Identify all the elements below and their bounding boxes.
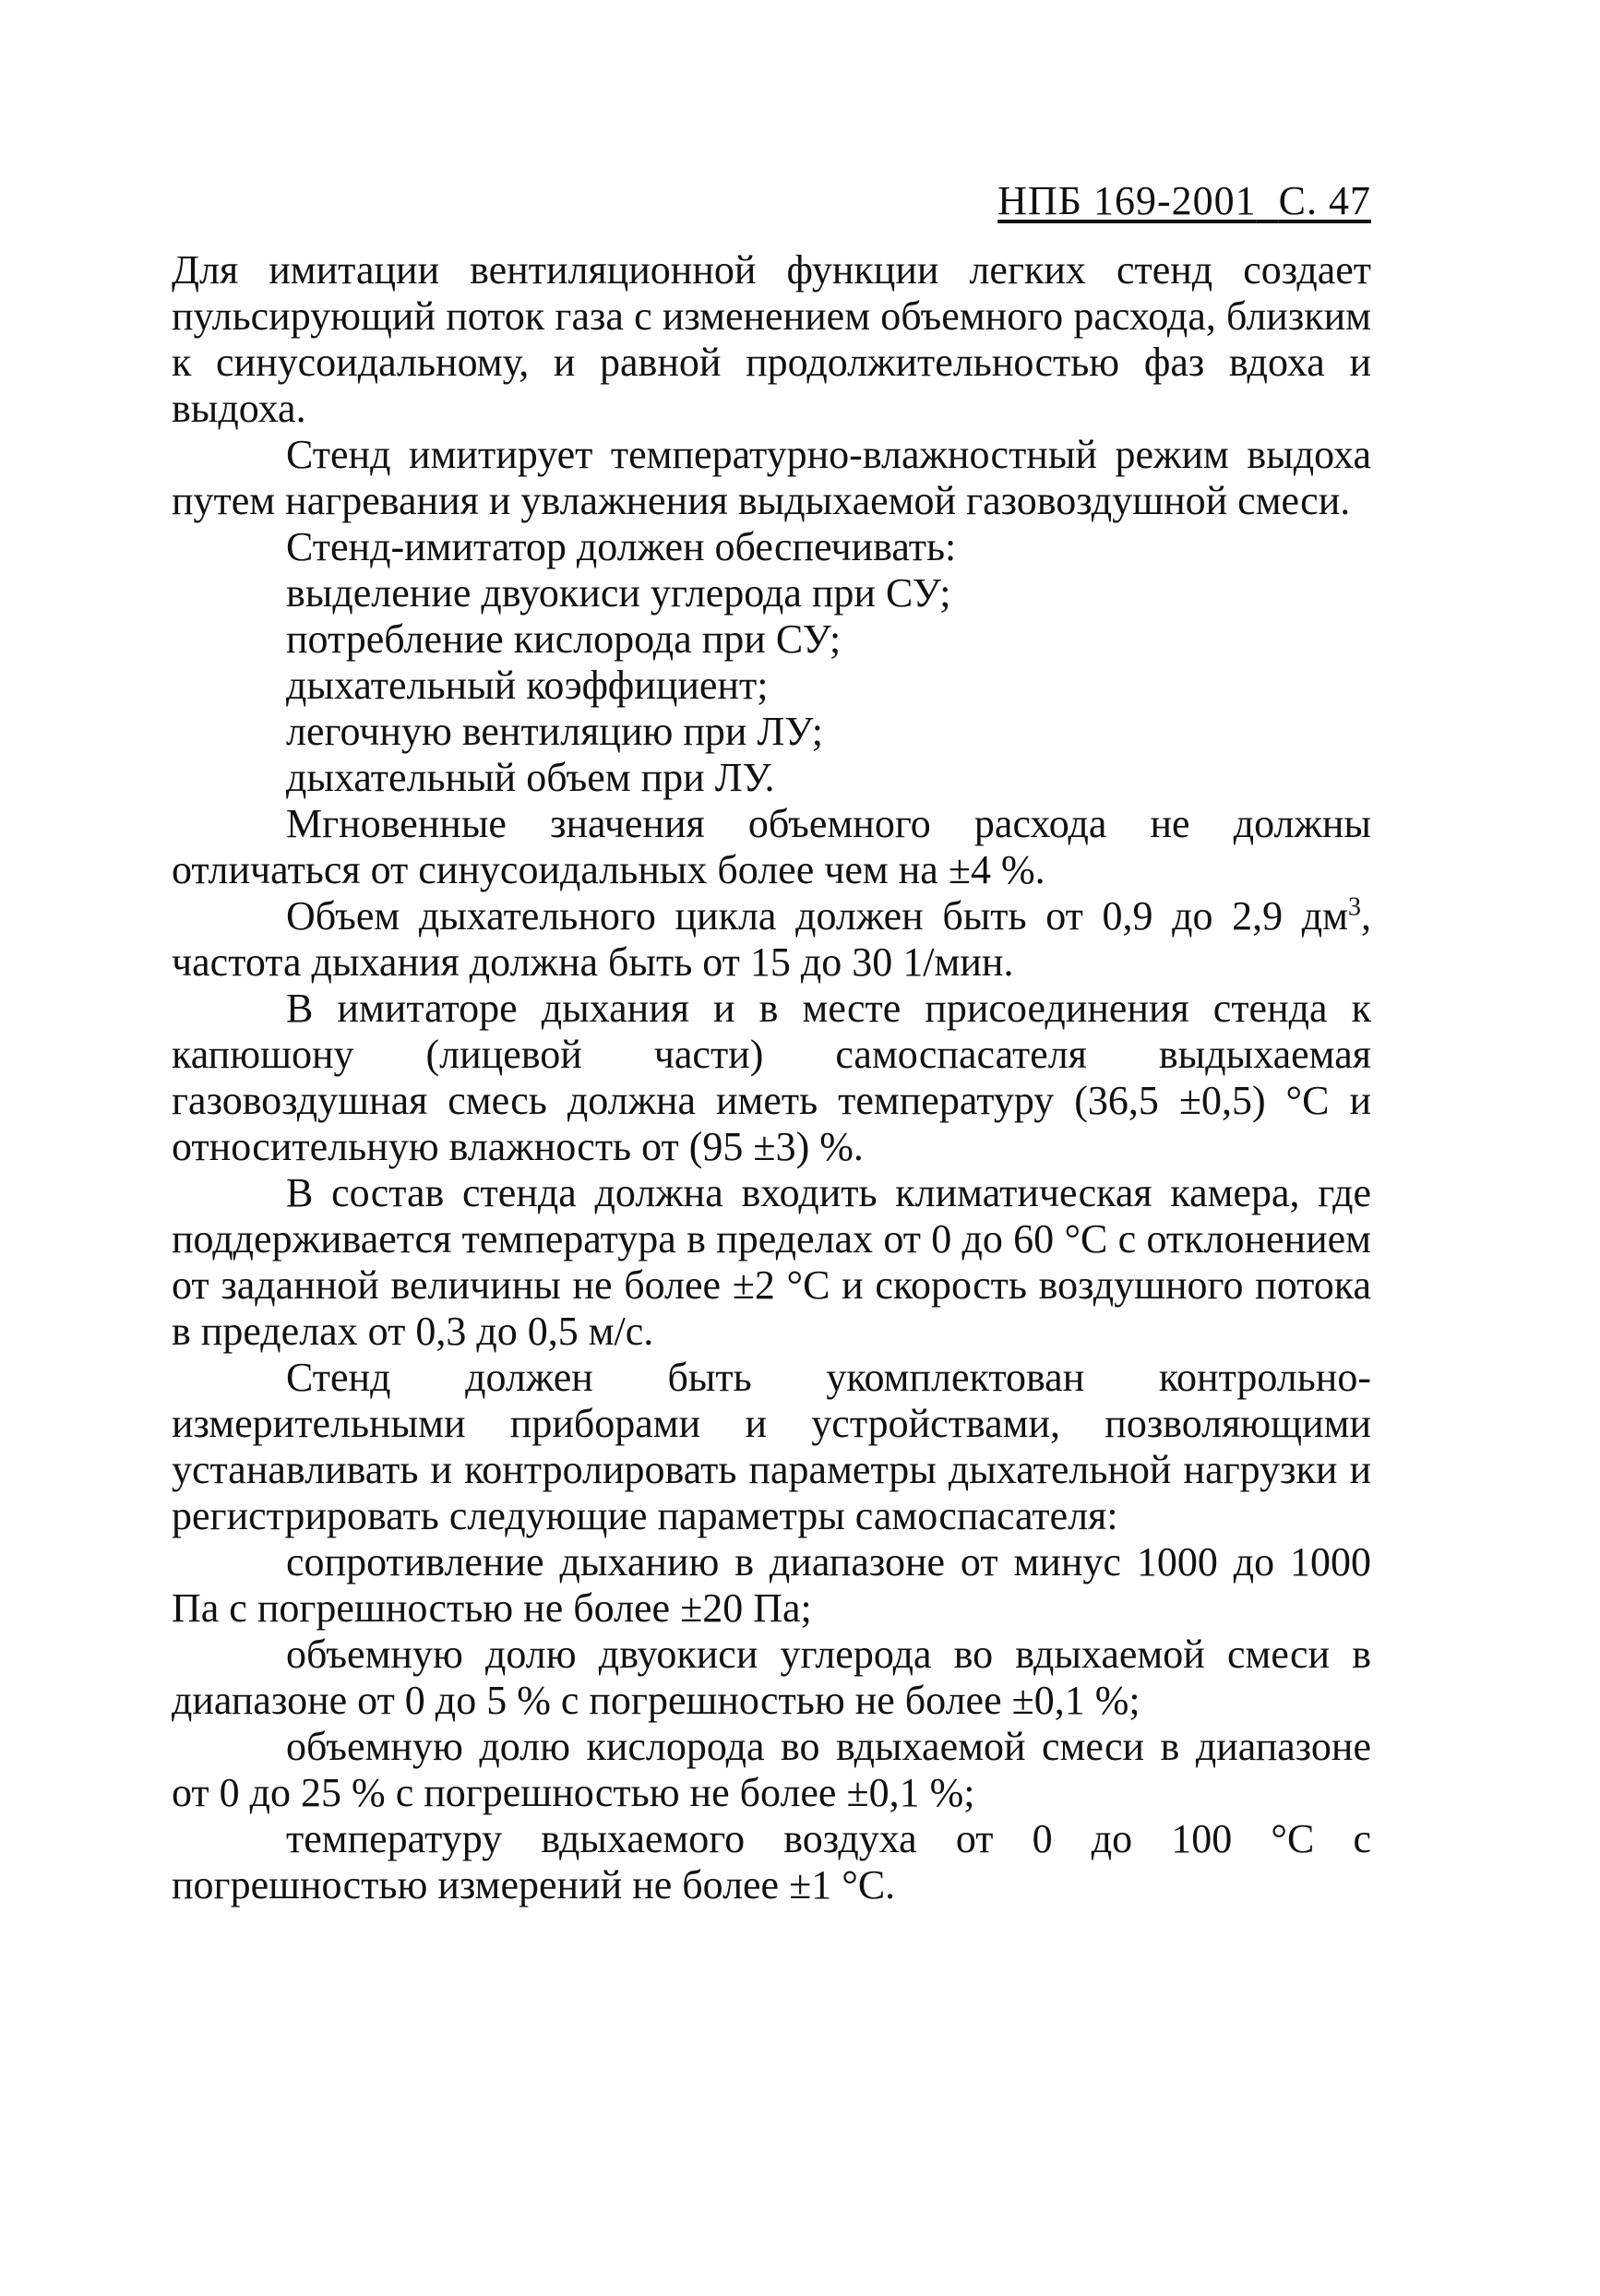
superscript-exponent: 3 (1348, 892, 1361, 922)
paragraph-flow-deviation: Мгновенные значения объемного расхода не должны отличаться от синусоидальных более чем на ±4 %. (172, 801, 1371, 892)
breathing-cycle-text: Объем дыхательного цикла должен быть от 0,9 до 2,9 дм (286, 893, 1348, 939)
list-item: дыхательный объем при ЛУ. (286, 755, 775, 800)
page-header (997, 177, 1371, 225)
paragraph-breathing-resistance: сопротивление дыханию в диапазоне от минус 1000 до 1000 Па с погрешностью не более ±20 Па; (172, 1539, 1371, 1631)
paragraph-air-temperature: температуру вдыхаемого воздуха от 0 до 100 °С с погрешностью измерений не более ±1 °С. (172, 1816, 1371, 1907)
requirements-list (172, 570, 1371, 801)
paragraph-ventilation-function: Для имитации вентиляционной функции легких стенд создает пульсирующий поток газа с изменением объемного расхода, близким к синусоидальному, и равной продолжительностью фаз вдоха и выдоха. (172, 247, 1371, 431)
page-number: С. 47 (1278, 178, 1371, 223)
paragraph-breathing-cycle (172, 893, 1371, 986)
document-body (172, 247, 1371, 1908)
paragraph-instrumentation: Стенд должен быть укомплектован контрольно-измерительными приборами и устройствами, позволяющими устанавливать и контролировать параметры дыхательной нагрузки и регистрировать следующие параметры самоспасателя: (172, 1355, 1371, 1538)
paragraph-temperature-humidity: Стенд имитирует температурно-влажностный режим выдоха путем нагревания и увлажнения выдыхаемой газовоздушной смеси. (172, 432, 1371, 523)
list-item: потребление кислорода при СУ; (286, 616, 842, 662)
paragraph-oxygen: объемную долю кислорода во вдыхаемой смеси в диапазоне от 0 до 25 % с погрешностью не более ±0,1 %; (172, 1724, 1371, 1815)
list-item: выделение двуокиси углерода при СУ; (286, 570, 951, 616)
paragraph-carbon-dioxide: объемную долю двуокиси углерода во вдыхаемой смеси в диапазоне от 0 до 5 % с погрешностью не более ±0,1 %; (172, 1632, 1371, 1723)
paragraph-exhaled-mixture: В имитаторе дыхания и в месте присоединения стенда к капюшону (лицевой части) самоспасателя выдыхаемая газовоздушная смесь должна иметь температуру (36,5 ±0,5) °С и относительную влажность от (95 ±3) %. (172, 986, 1371, 1169)
paragraph-simulator-requirements: Стенд-имитатор должен обеспечивать: (286, 524, 957, 569)
list-item: легочную вентиляцию при ЛУ; (286, 709, 824, 754)
document-reference: НПБ 169-2001 (997, 178, 1257, 223)
paragraph-climate-chamber: В состав стенда должна входить климатическая камера, где поддерживается температура в пределах от 0 до 60 °С с отклонением от заданной величины не более ±2 °С и скорость воздушного потока в пределах от 0,3 до 0,5 м/с. (172, 1170, 1371, 1354)
breathing-rate-text: , частота дыхания должна быть от 15 до 30 1/мин. (172, 893, 1371, 985)
list-item: дыхательный коэффициент; (286, 663, 769, 708)
